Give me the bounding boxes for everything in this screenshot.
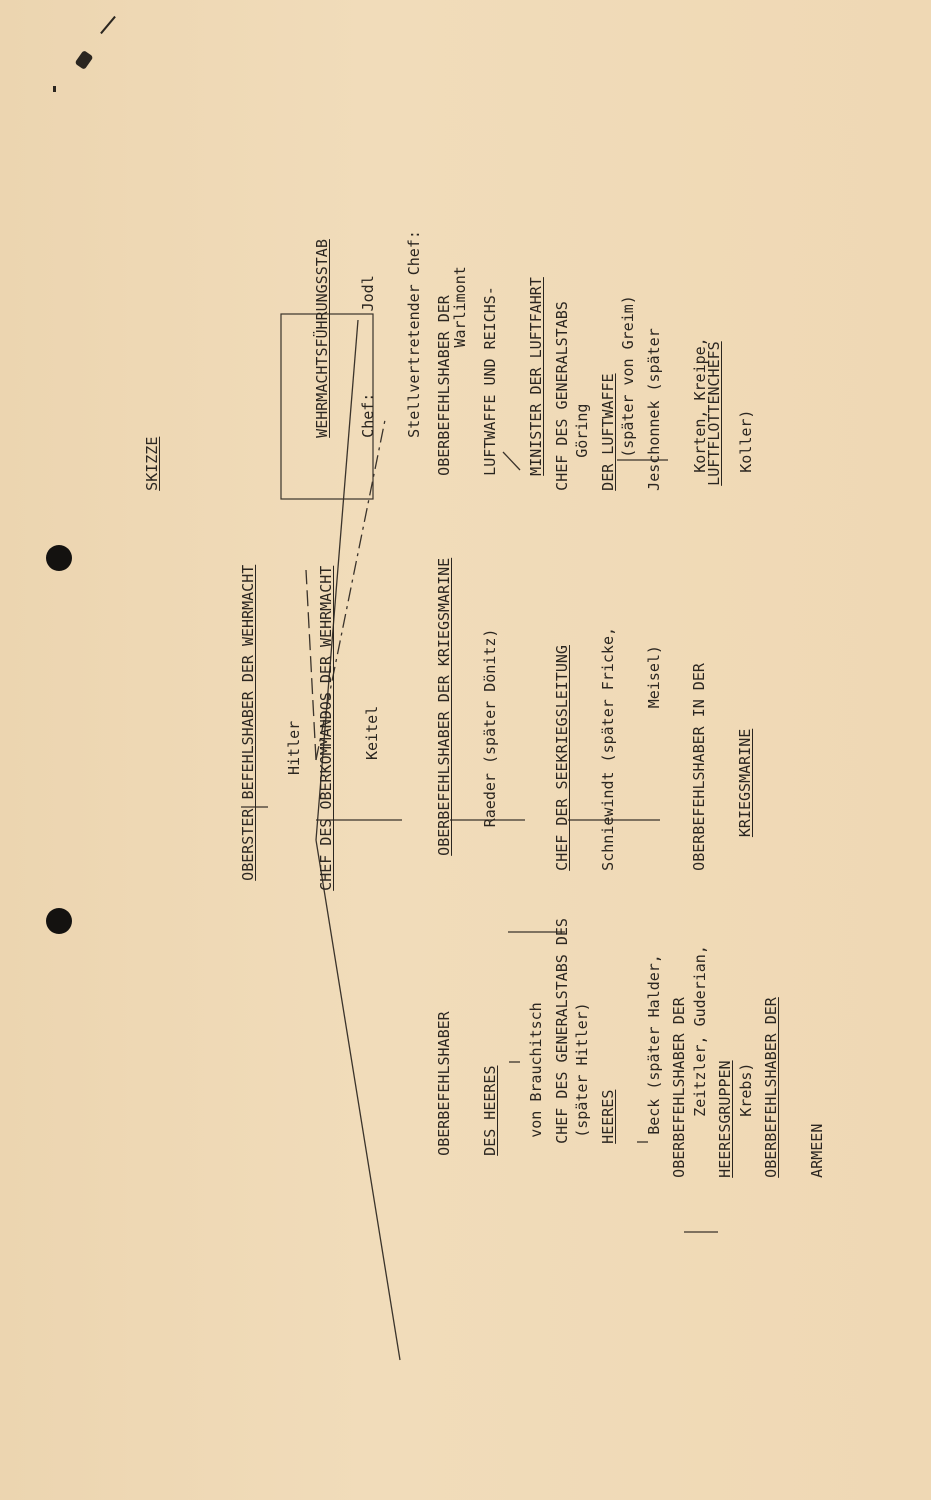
node-name: von Brauchitsch: [527, 1002, 545, 1156]
node-title-line2: LUFTWAFFE UND REICHS-: [481, 286, 499, 476]
node-title-line1: OBERBEFEHLSHABER DER: [435, 295, 453, 476]
node-name: Beck (später Halder,: [645, 954, 663, 1144]
node-chief: Chef: Jodl: [359, 275, 377, 438]
node-title: CHEF DER SEEKRIEGSLEITUNG: [553, 645, 571, 871]
node-title-line3: MINISTER DER LUFTFAHRT: [527, 277, 545, 476]
node-name: Göring: [573, 403, 591, 476]
node-title-line1: CHEF DES GENERALSTABS DES: [553, 918, 571, 1144]
node-title: WEHRMACHTSFÜHRUNGSSTAB: [313, 239, 331, 438]
node-name-end: Koller): [737, 409, 755, 491]
node-name-end: Krebs): [737, 1062, 755, 1144]
node-successor: (später Hitler): [573, 1002, 591, 1156]
node-name: Jeschonnek (später: [645, 328, 663, 491]
node-name-cont: Zeitzler, Guderian,: [691, 945, 709, 1144]
node-title-line1: OBERBEFEHLSHABER DER: [670, 997, 688, 1178]
node-title: OBERSTER BEFEHLSHABER DER WEHRMACHT: [239, 564, 257, 881]
node-name: Hitler: [285, 720, 303, 775]
node-title-line4: ARMEEN: [808, 1123, 826, 1178]
page-title: SKIZZE: [143, 436, 161, 491]
node-name: Keitel: [363, 705, 381, 760]
node-title-line2: DES HEERES: [481, 1065, 499, 1156]
node-navy: [410, 557, 525, 910]
node-army-groups: [645, 997, 852, 1232]
node-title-line3: OBERBEFEHLSHABER DER: [762, 997, 780, 1178]
node-name-cont: Korten, Kreipe,: [691, 337, 709, 491]
node-title: OBERBEFEHLSHABER DER KRIEGSMARINE: [435, 557, 453, 856]
node-title-line2: HEERES: [599, 1089, 617, 1144]
node-air-fleets: LUFTFLOTTENCHEFS: [705, 341, 723, 486]
node-navy-commanders: [665, 663, 780, 925]
node-name: Schniewindt (später Fricke,: [599, 626, 617, 871]
node-deputy: Stellvertretender Chef:: [405, 230, 423, 438]
node-okw: [292, 565, 407, 945]
node-title: CHEF DES OBERKOMMANDOS DER WEHRMACHT: [317, 565, 335, 891]
node-successor: (später von Greim): [619, 295, 637, 476]
node-deputy-name: Warlimont: [451, 266, 469, 438]
node-title-line1: OBERBEFEHLSHABER IN DER: [690, 663, 708, 871]
node-title-line2: DER LUFTWAFFE: [599, 373, 617, 491]
node-title-line2: HEERESGRUPPEN: [716, 1060, 734, 1178]
node-name-cont: Meisel): [645, 645, 663, 871]
node-name: Raeder (später Dönitz): [481, 628, 499, 828]
node-title-line1: CHEF DES GENERALSTABS: [553, 301, 571, 491]
node-title-line2: KRIEGSMARINE: [736, 728, 754, 838]
node-title-line1: OBERBEFEHLSHABER: [435, 1011, 453, 1156]
